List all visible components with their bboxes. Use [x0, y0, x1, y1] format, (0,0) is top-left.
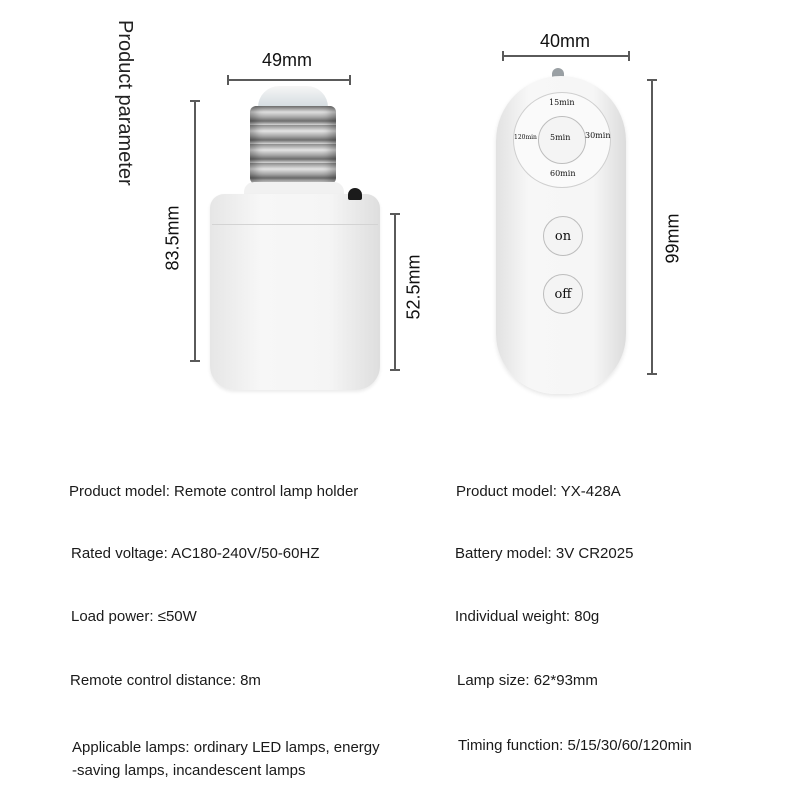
lamp-height-label: 83.5mm [162, 205, 183, 271]
timer-15min-button[interactable]: 15min [549, 98, 575, 107]
spec-lamp-size: Lamp size: 62*93mm [457, 672, 598, 689]
spec-rated-voltage: Rated voltage: AC180-240V/50-60HZ [71, 545, 320, 562]
on-button[interactable]: on [543, 216, 583, 256]
off-button[interactable]: off [543, 274, 583, 314]
spec-load-power: Load power: ≤50W [71, 608, 197, 625]
lamp-width-dimension-line [227, 79, 351, 81]
remote-width-dimension-line [502, 55, 630, 57]
lamp-width-label: 49mm [262, 50, 313, 70]
ir-receiver-icon [348, 188, 362, 200]
spec-battery-model: Battery model: 3V CR2025 [455, 545, 634, 562]
remote-width-label: 40mm [540, 31, 591, 51]
timer-60min-button[interactable]: 60min [550, 169, 576, 178]
remote-height-label: 99mm [662, 213, 683, 264]
spec-applicable-lamps-cont: -saving lamps, incandescent lamps [72, 762, 306, 779]
e27-screw-thread [250, 106, 336, 184]
spec-product-model: Product model: Remote control lamp holder [69, 483, 359, 500]
spec-remote-model: Product model: YX-428A [456, 483, 621, 500]
page-title-text: Product parameter [114, 20, 136, 186]
remote-height-dimension-line [651, 79, 653, 375]
spec-individual-weight: Individual weight: 80g [455, 608, 600, 625]
spec-timing-function: Timing function: 5/15/30/60/120min [458, 737, 692, 754]
lamp-height-dimension-line [194, 100, 196, 362]
spec-applicable-lamps: Applicable lamps: ordinary LED lamps, energy [72, 739, 380, 756]
spec-remote-distance: Remote control distance: 8m [70, 672, 261, 689]
body-height-label: 52.5mm [403, 254, 424, 320]
body-height-dimension-line [394, 213, 396, 371]
timer-5min-label: 5min [550, 133, 571, 142]
page-title [100, 20, 140, 220]
lamp-holder-seam [212, 224, 378, 225]
timer-120min-button[interactable]: 120min [514, 134, 537, 141]
timer-30min-button[interactable]: 30min [585, 131, 611, 140]
